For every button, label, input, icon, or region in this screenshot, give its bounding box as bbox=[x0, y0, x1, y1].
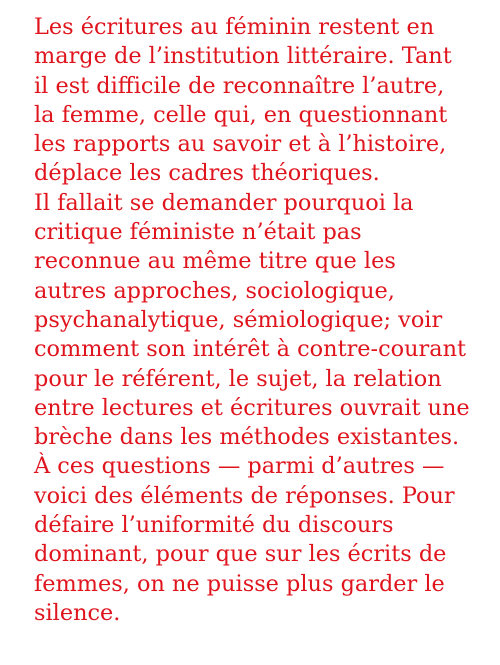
text-line: Les écritures au féminin restent en bbox=[34, 14, 435, 40]
text-line: marge de l’institution littéraire. Tant bbox=[34, 43, 452, 70]
text-line: silence. bbox=[34, 599, 121, 626]
text-line: À ces questions — parmi d’autres — bbox=[34, 453, 445, 480]
text-line: Il fallait se demander pourquoi la bbox=[34, 189, 414, 216]
body-text bbox=[34, 13, 494, 628]
text-line: voici des éléments de réponses. Pour bbox=[34, 482, 455, 509]
text-line: il est difficile de reconnaître l’autre, bbox=[34, 72, 445, 99]
text-line: brèche dans les méthodes existantes. bbox=[34, 424, 460, 451]
text-line: les rapports au savoir et à l’histoire, bbox=[34, 131, 447, 158]
text-line: pour le référent, le sujet, la relation bbox=[34, 365, 442, 392]
text-line: dominant, pour que sur les écrits de bbox=[34, 541, 447, 568]
text-line: psychanalytique, sémiologique; voir bbox=[34, 306, 443, 333]
text-line: autres approches, sociologique, bbox=[34, 277, 395, 304]
text-line: déplace les cadres théoriques. bbox=[34, 160, 380, 187]
text-line: la femme, celle qui, en questionnant bbox=[34, 101, 448, 128]
text-line: entre lectures et écritures ouvrait une bbox=[34, 394, 470, 421]
text-line: femmes, on ne puisse plus garder le bbox=[34, 570, 445, 597]
text-line: comment son intérêt à contre-courant bbox=[34, 336, 467, 363]
text-line: critique féministe n’était pas bbox=[34, 219, 362, 246]
text-line: reconnue au même titre que les bbox=[34, 248, 396, 275]
text-line: défaire l’uniformité du discours bbox=[34, 512, 394, 539]
